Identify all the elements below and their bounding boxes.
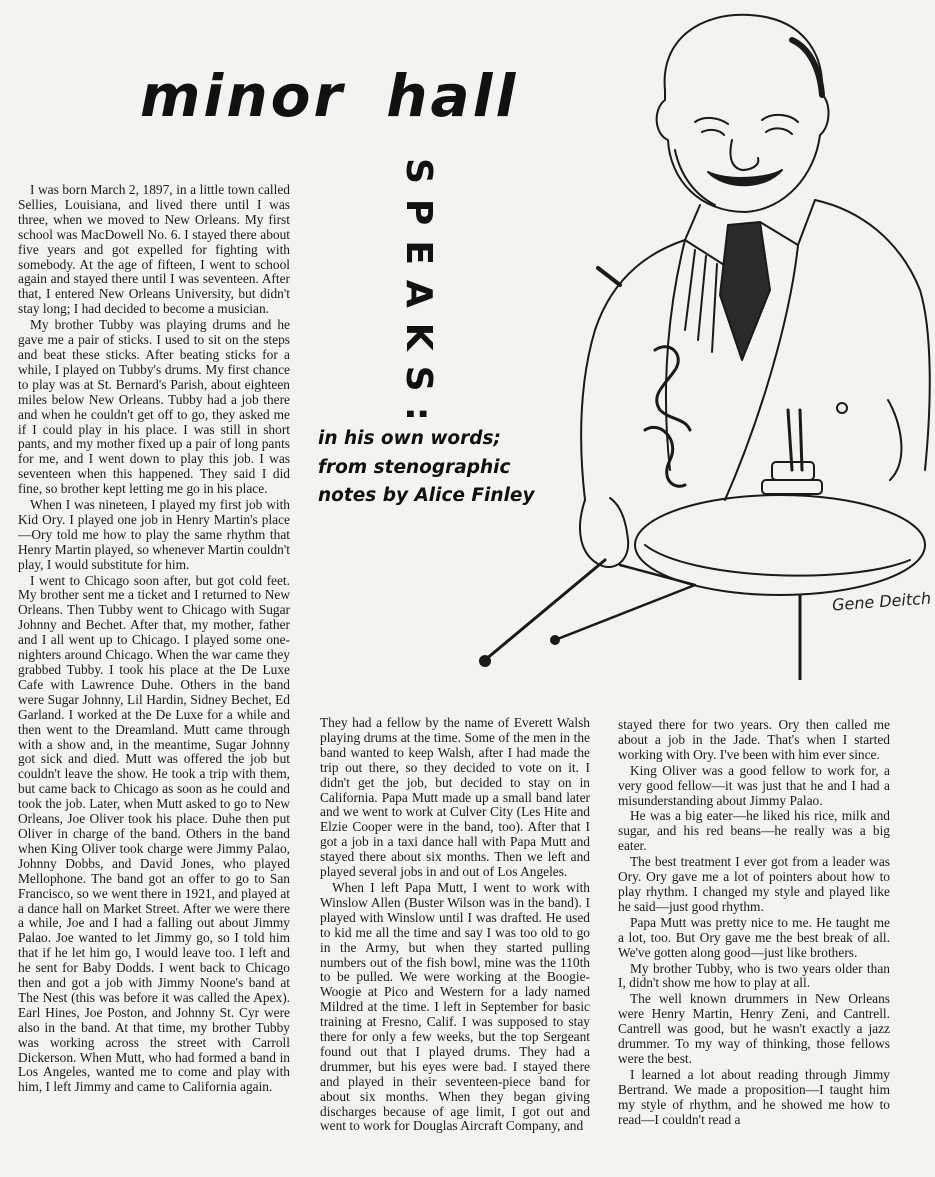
paragraph: He was a big eater—he liked his rice, milk and sugar, and his red beans—he really was a big eater. bbox=[618, 808, 890, 854]
paragraph: They had a fellow by the name of Everett Walsh playing drums at the time. Some of the men in the band wanted to keep Walsh, after I had made the trip out there, so they decided to vote on it. I didn't get the job, but decided to stay on in California. Papa Mutt made up a small band later and we went to work at Culver City (Les Hite and Elzie Cooper were in the band, too). After that I got a job in a taxi dance hall with Papa Mutt and stayed there about six months. Then we left and played several jobs in and out of Los Angeles. bbox=[320, 715, 590, 880]
paragraph: The best treatment I ever got from a leader was Ory. Ory gave me a lot of pointers about how to play rhythm. I changed my style and played like he said—just good rhythm. bbox=[618, 854, 890, 914]
paragraph: stayed there for two years. Ory then called me about a job in the Jade. That's when I started working with Ory. I've been with him ever since. bbox=[618, 717, 890, 762]
paragraph: I went to Chicago soon after, but got cold feet. My brother sent me a ticket and I returned to New Orleans. Then Tubby went to Chicago with Sugar Johnny and Bechet. After that, my mother, father and I all went up to Chicago. I played some one-nighters around Chicago. When the war came they grabbed Tubby. I took his place at the De Luxe Cafe with Lawrence Duhe. Others in the band were Sugar Johnny, Lil Hardin, Sidney Bechet, Ed Garland. I worked at the De Luxe for a while and then went to the Dreamland. Mutt came through with a show and, in the meantime, Sugar Johnny got sick and died. Mutt was offered the job but couldn't leave the show. He took a trip with them, but came back to Chicago as soon as he could and took the job. Later, when Mutt asked to go to New Orleans, Joe Oliver took his place. Duhe then put Oliver in charge of the band. Others in the band when King Oliver took charge were Jimmy Palao, Johnny Dobbs, and David Jones, who played Mellophone. The band got an offer to go to San Francisco, so we went there in 1921, and played at a dance hall on Market Street. After we were there a while, Joe and I had a falling out about Jimmy Palao. Joe wanted to let Jimmy go, so I told him that if he let him go, I would leave too. I left and he sent for Baby Dodds. I went back to Chicago then and got a job with Jimmy Noone's band at The Nest (this was before it was called the Apex). Earl Hines, Joe Poston, and Johnny St. Cyr were also in the band. At that time, my brother Tubby was working across the street with Carroll Dickerson. When Mutt, who had formed a band in Los Angeles, wanted me to come and play with him, I left Jimmy and came to California again. bbox=[18, 572, 290, 1095]
paragraph: When I was nineteen, I played my first job with Kid Ory. I played one job in Henry Martin's place—Ory told me how to play the same rhythm that Henry Martin played, so whenever Martin couldn't play, I would substitute for him. bbox=[18, 497, 291, 572]
subtitle-line: from stenographic bbox=[318, 456, 511, 478]
text-column-1 bbox=[18, 183, 290, 1096]
paragraph: My brother Tubby was playing drums and he gave me a pair of sticks. I used to sit on the steps and beat these sticks. After beating sticks for a while, I played on Tubby's drums. My first chance to play was at St. Bernard's Parish, about eighteen miles below New Orleans. Tubby had a job there and when he couldn't get off to go, they asked me if I could play in his place. I was still in short pants, and my mother fixed up a pair of long pants for me, and I went down to play this job. I was seventeen when this happened. They said I did fine, so brother kept letting me go in his place. bbox=[18, 317, 290, 497]
text-column-2 bbox=[320, 716, 590, 1135]
text-column-3 bbox=[618, 718, 890, 1128]
paragraph: Papa Mutt was pretty nice to me. He taught me a lot, too. But Ory gave me the best break of all. We've gotten along good—just like brothers. bbox=[618, 914, 890, 960]
paragraph: I was born March 2, 1897, in a little town called Sellies, Louisiana, and lived there until I was three, when we moved to New Orleans. My first school was MacDowell No. 6. I stayed there about five years and got expelled for fighting with somebody. At the age of fifteen, I went to school again and stayed there until I was seventeen. After that, I entered New Orleans University, but didn't stay long; I had decided to become a musician. bbox=[18, 182, 290, 317]
drummer-illustration bbox=[470, 0, 935, 680]
paragraph: My brother Tubby, who is two years older than I, didn't show me how to play at all. bbox=[618, 960, 890, 991]
paragraph: King Oliver was a good fellow to work for, a very good fellow—it was just that he and I had a misunderstanding about Jimmy Palao. bbox=[618, 762, 890, 808]
article-title: minor hall bbox=[140, 62, 519, 130]
subtitle-line: notes by Alice Finley bbox=[318, 485, 535, 506]
subtitle-line: in his own words; bbox=[318, 428, 501, 449]
paragraph: The well known drummers in New Orleans were Henry Martin, Henry Zeni, and Cantrell. Cantrell was good, but he wasn't exactly a jazz drummer. To my way of thinking, those fellows were the best. bbox=[618, 991, 890, 1066]
paragraph: When I left Papa Mutt, I went to work with Winslow Allen (Buster Wilson was in the band). I played with Winslow until I was drafted. He used to kid me all the time and say I was too old to go in the Army, but when they started pulling numbers out of the fish bowl, mine was the 110th to be pulled. We were working at the Boogie-Woogie at Pico and Western for a lady named Mildred at the time. I left in September for basic training at Fresno, Calif. I was supposed to stay there for only a few weeks, but the top Sergeant found out that I played drums. They had a drummer, but his eyes were bad. I stayed there and played in their seventeen-piece band for about six months. When they began giving discharges because of age limit, I got out and went to work for Douglas Aircraft Company, and bbox=[320, 879, 590, 1134]
illustrator-signature: Gene Deitch bbox=[831, 588, 932, 615]
paragraph: I learned a lot about reading through Jimmy Bertrand. We made a proposition—I taught him my style of rhythm, and he showed me how to read—I couldn't read a bbox=[618, 1066, 890, 1127]
speaks-heading: SPEAKS: bbox=[398, 158, 439, 436]
